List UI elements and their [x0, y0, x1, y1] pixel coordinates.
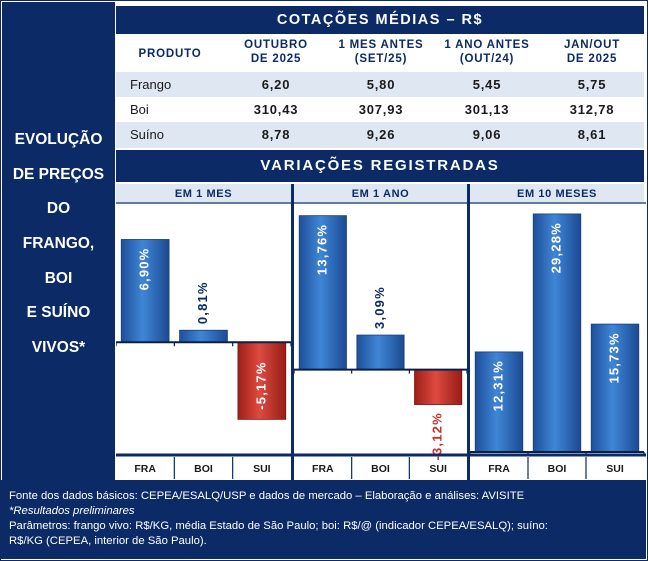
table-cell: 9,06 [472, 127, 502, 142]
data-label: 12,31% [490, 360, 506, 412]
left-title [2, 130, 115, 373]
variation-charts [116, 184, 646, 480]
row-label: Frango [130, 77, 172, 92]
left-title-line: EVOLUÇÃO [14, 131, 103, 148]
table-column-headers [116, 36, 644, 72]
category-label: SUI [253, 463, 271, 475]
col-header-1-ano-antes: 1 ANO ANTES (OUT/24) [444, 39, 530, 65]
table-row-suino [116, 122, 644, 148]
footer-notes [1, 483, 646, 559]
category-label: FRA [312, 463, 334, 475]
footer-parameters-cont: R$/KG (CEPEA, interior de São Paulo). [9, 535, 207, 547]
category-label: SUI [429, 463, 447, 475]
table-cell: 301,13 [464, 102, 510, 117]
data-label: 13,76% [314, 223, 330, 276]
variations-title: VARIAÇÕES REGISTRADAS [116, 150, 644, 182]
left-title-line: DE PREÇOS [12, 165, 105, 183]
left-title-line: E SUÍNO [26, 304, 91, 322]
footer-preliminary-note: *Resultados preliminares [9, 505, 135, 517]
table-cell: 307,93 [358, 102, 404, 117]
category-label: BOI [547, 463, 567, 475]
left-title-line: FRANGO, [22, 235, 95, 253]
table-cell: 6,20 [261, 77, 291, 92]
left-title-line: DO [46, 200, 71, 218]
table-cell: 5,45 [472, 77, 502, 92]
table-row-frango [116, 72, 644, 98]
category-label: SUI [606, 463, 624, 475]
left-title-line: BOI [44, 269, 73, 287]
row-label: Suíno [130, 127, 164, 142]
category-label: FRA [134, 463, 156, 475]
table-cell: 8,78 [261, 127, 291, 142]
row-label: Boi [130, 102, 149, 117]
footer-parameters: Parâmetros: frango vivo: R$/KG, média Estado de São Paulo; boi: R$/@ (indicador CEPEA/ESALQ); suíno: [9, 520, 548, 532]
table-title: COTAÇÕES MÉDIAS – R$ [116, 6, 644, 34]
table-cell: 8,61 [577, 127, 607, 142]
chart-panel-0 [116, 184, 291, 479]
table-cell: 312,78 [569, 102, 615, 117]
chart-panel-2 [470, 184, 644, 479]
data-label: 3,09% [371, 286, 387, 329]
chart-title: EM 10 MESES [517, 188, 597, 200]
left-title-panel [2, 2, 115, 481]
category-label: FRA [488, 463, 510, 475]
data-label: 6,90% [136, 247, 152, 291]
chart-title: EM 1 MES [174, 188, 233, 200]
table-row-boi [116, 97, 644, 123]
col-header-jan-out: JAN/OUT DE 2025 [563, 39, 621, 65]
data-label: 29,28% [548, 222, 564, 274]
table-cell: 5,75 [577, 77, 607, 92]
category-label: BOI [371, 463, 390, 475]
table-cell: 9,26 [366, 127, 396, 142]
chart-panel-1 [294, 184, 467, 479]
data-label: -5,17% [253, 361, 269, 410]
data-label: -3,12% [429, 412, 445, 461]
category-label: BOI [194, 463, 213, 475]
data-label: 15,73% [606, 332, 622, 384]
table-cell: 5,80 [366, 77, 396, 92]
chart-title: EM 1 ANO [351, 188, 410, 200]
table-cell: 310,43 [253, 102, 299, 117]
bar-boi [357, 335, 404, 370]
col-header-produto: PRODUTO [138, 48, 202, 60]
data-label: 0,81% [194, 281, 210, 325]
bar-boi [180, 330, 228, 342]
bar-sui [415, 370, 462, 405]
left-title-line: VIVOS* [31, 339, 86, 357]
col-header-outubro: OUTUBRO DE 2025 [244, 39, 308, 65]
col-header-1-mes-antes: 1 MES ANTES (SET/25) [338, 39, 424, 65]
footer-source: Fonte dos dados básicos: CEPEA/ESALQ/USP e dados de mercado – Elaboração e análises: AVISITE [9, 490, 525, 502]
